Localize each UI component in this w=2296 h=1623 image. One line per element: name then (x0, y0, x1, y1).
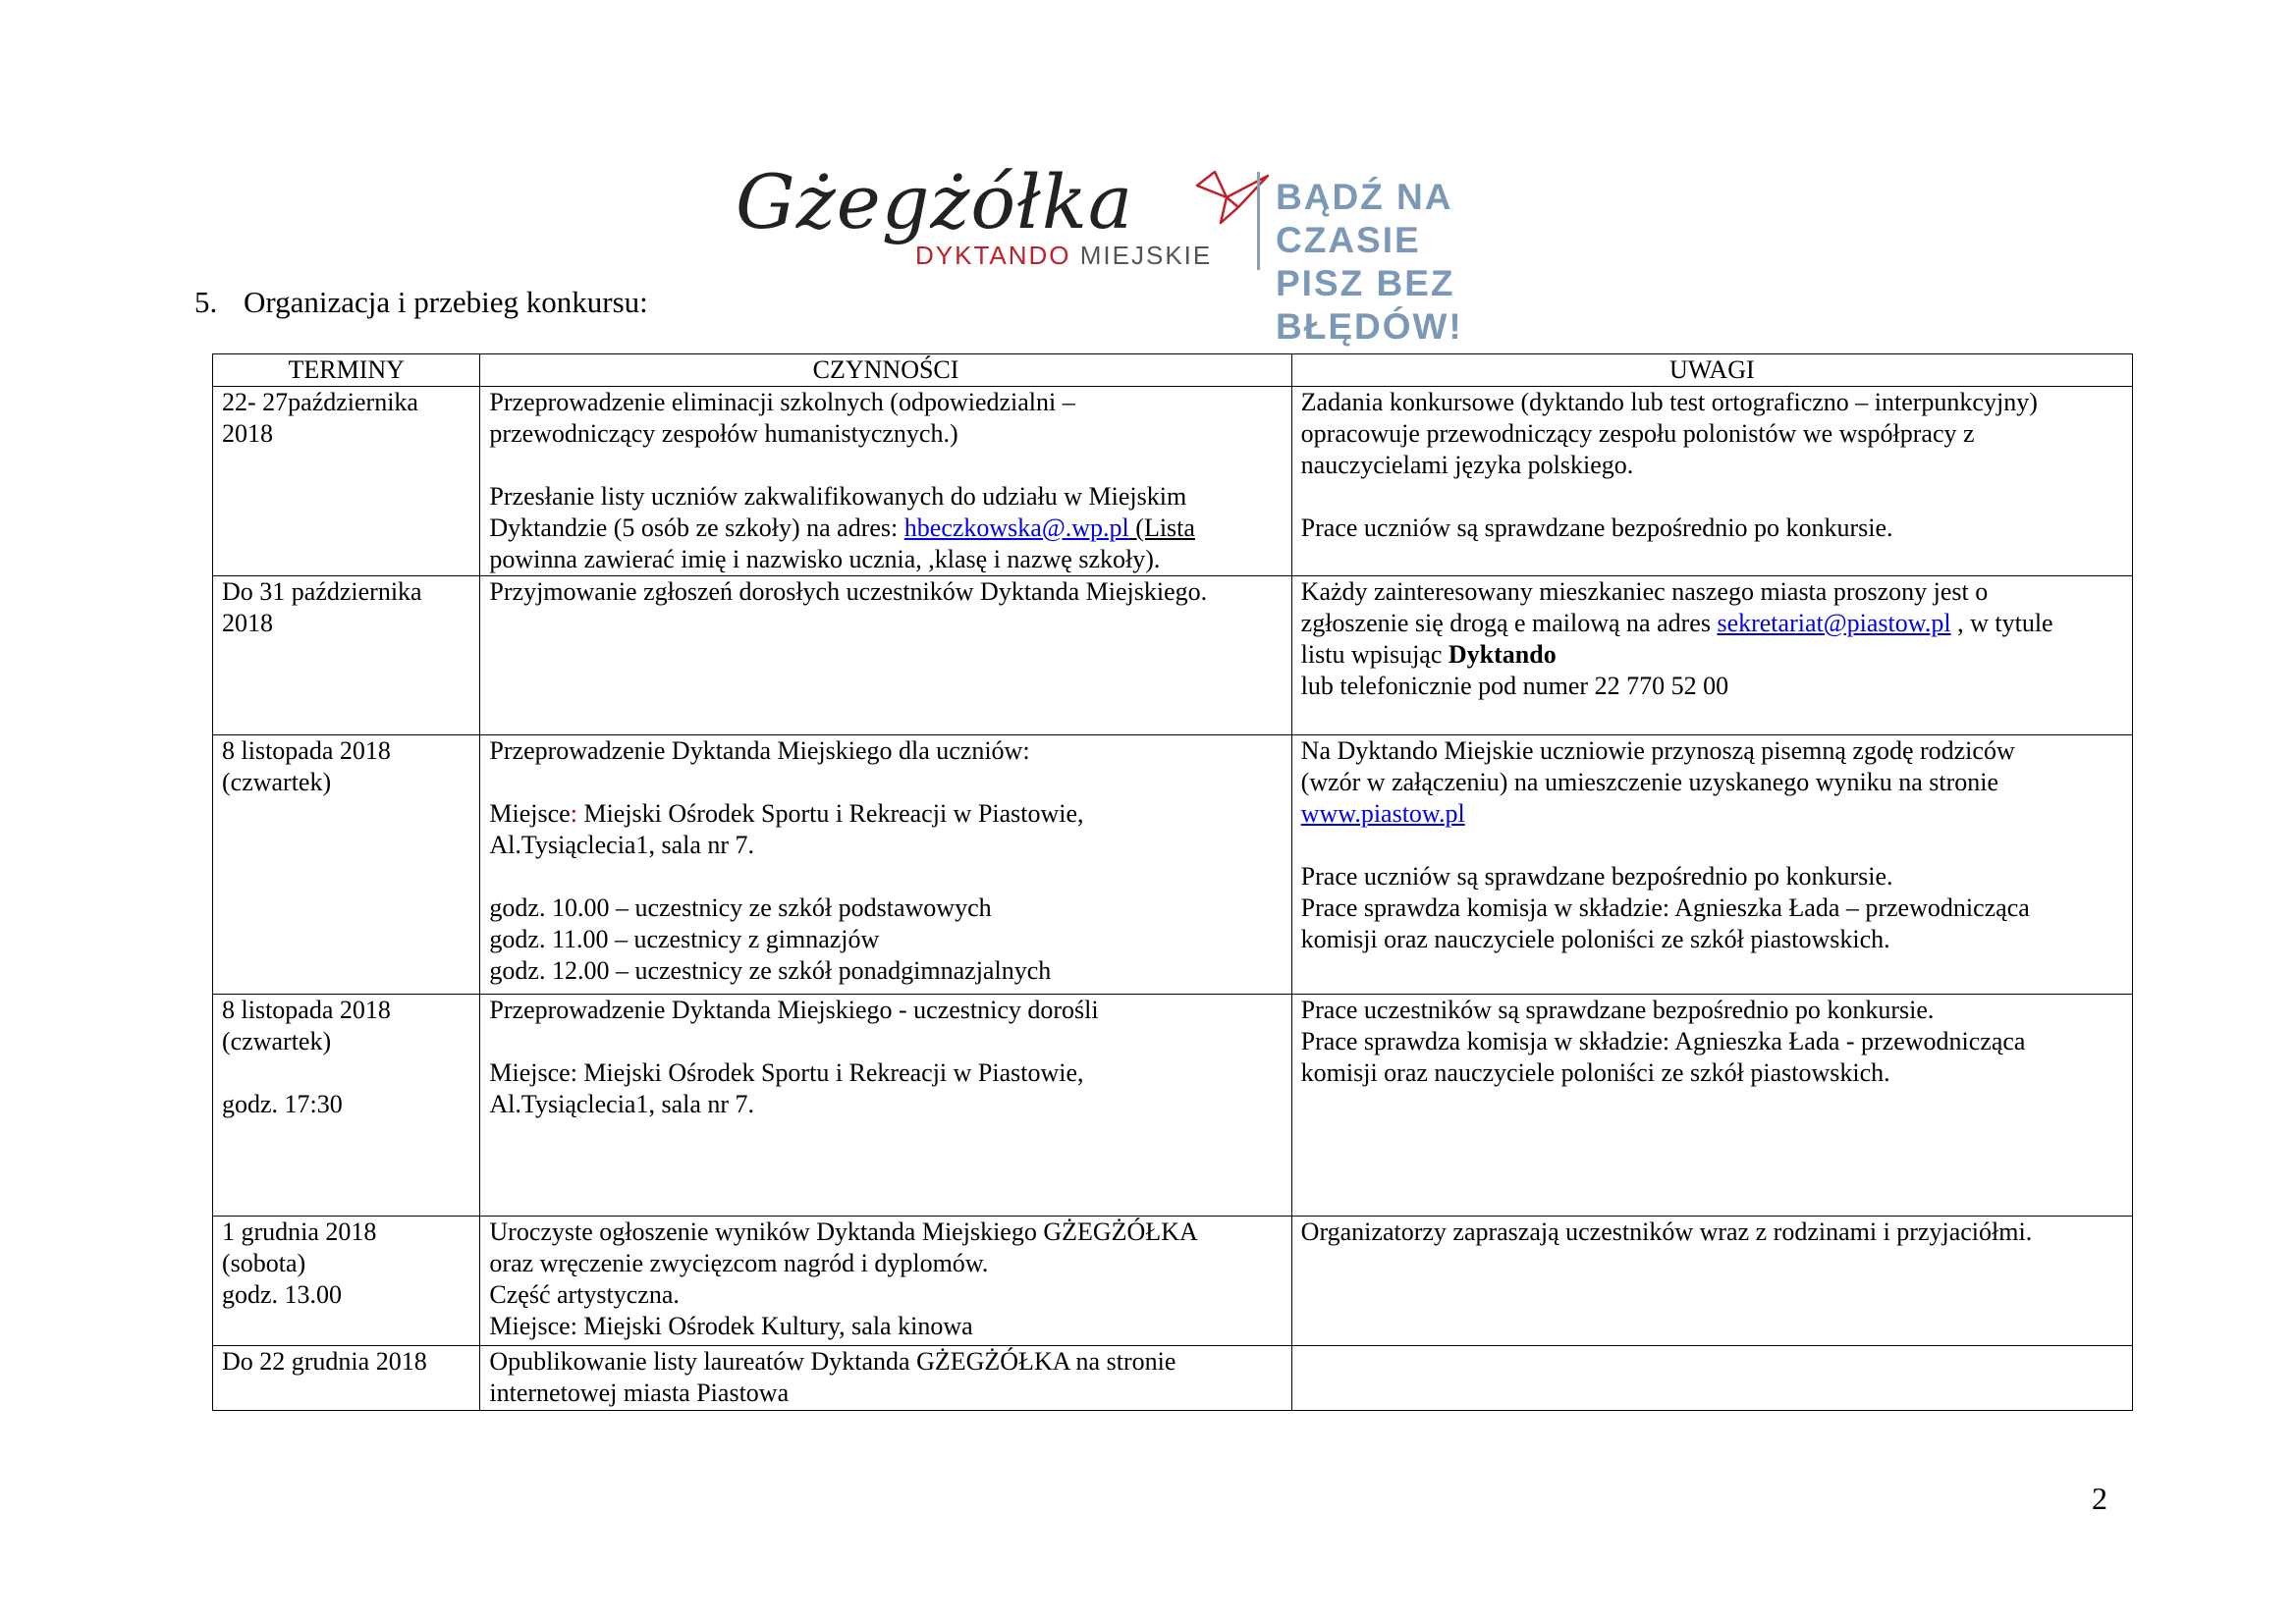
activity-text: Przeprowadzenie Dyktanda Miejskiego - uczestnicy dorośli (489, 996, 1099, 1024)
header-czynnosci: CZYNNOŚCI (480, 354, 1291, 387)
date-text: 22- 27października 2018 (222, 388, 418, 448)
time-text: godz. 17:30 (222, 1090, 343, 1118)
activity-text: (Lista (1128, 514, 1195, 542)
email-link[interactable]: hbeczkowska@.wp.pl (903, 514, 1129, 542)
schedule-table (212, 353, 2133, 1411)
email-link[interactable]: sekretariat@piastow.pl (1717, 609, 1951, 637)
section-number: 5. (194, 285, 218, 319)
notes-text: Prace uczniów są sprawdzane bezpośrednio po konkursie. Prace sprawdza komisja w składzie: Agnieszka Łada – przewodnicząca komisji oraz nauczyciele poloniści ze szkół piastowskich. (1300, 862, 2030, 953)
date-text: 8 listopada 2018 (czwartek) (222, 736, 391, 796)
date-text: 1 grudnia 2018 (sobota) godz. 13.00 (222, 1217, 377, 1309)
section-title: Organizacja i przebieg konkursu: (244, 285, 648, 319)
table-row (213, 1346, 2133, 1411)
activity-text: powinna zawierać imię i nazwisko ucznia, ,klasę i nazwę szkoły). (489, 545, 1161, 573)
table-row (213, 995, 2133, 1217)
notes-text: Prace uczniów są sprawdzane bezpośrednio po konkursie. (1300, 514, 1893, 542)
logo-script-text: Gżegżółka (736, 158, 1134, 245)
notes-cell (1291, 735, 2132, 995)
logo-sub-grey: MIEJSKIE (1079, 241, 1213, 270)
table-row (213, 576, 2133, 735)
notes-cell (1291, 1346, 2132, 1411)
date-text: 8 listopada 2018 (czwartek) (222, 996, 391, 1055)
date-cell (213, 735, 480, 995)
activity-text: Przesłanie listy uczniów zakwalifikowanych do udziału w Miejskim Dyktandzie (5 osób ze szkoły) na adres: (489, 482, 1187, 542)
activity-text: Opublikowanie listy laureatów Dyktanda GŻEGŻÓŁKA na stronie internetowej miasta Piastowa (489, 1347, 1176, 1407)
activity-text: Uroczyste ogłoszenie wyników Dyktanda Miejskiego GŻEGŻÓŁKA oraz wręczenie zwycięzcom nagród i dyplomów. Część artystyczna. Miejsce: Miejski Ośrodek Kultury, sala kinowa (489, 1217, 1198, 1340)
slogan-line-1: BĄDŹ NA CZASIE (1276, 177, 1452, 260)
logo-sub-red: DYKTANDO (915, 241, 1071, 270)
activity-text: Przeprowadzenie eliminacji szkolnych (odpowiedzialni – przewodniczący zespołów humanistycznych.) (489, 388, 1075, 448)
table-row (213, 387, 2133, 576)
notes-cell (1291, 387, 2132, 576)
notes-text: Na Dyktando Miejskie uczniowie przynoszą pisemną zgodę rodziców (wzór w załączeniu) na umieszczenie uzyskanego wyniku na stronie (1300, 736, 2015, 796)
website-link[interactable]: www.piastow.pl (1300, 799, 1465, 828)
place-colon: : (570, 799, 577, 828)
table-row (213, 735, 2133, 995)
activity-cell (480, 1217, 1291, 1346)
activity-text: Miejsce: Miejski Ośrodek Sportu i Rekreacji w Piastowie, Al.Tysiąclecia1, sala nr 7. (489, 1058, 1084, 1118)
paper-bird-icon (1193, 168, 1272, 227)
header-uwagi: UWAGI (1291, 354, 2132, 387)
page-number: 2 (2092, 1481, 2107, 1516)
activity-text: Przeprowadzenie Dyktanda Miejskiego dla uczniów: (489, 736, 1030, 765)
header-terminy: TERMINY (213, 354, 480, 387)
place-label: Miejsce (489, 799, 571, 828)
date-cell (213, 1217, 480, 1346)
date-text: Do 31 października 2018 (222, 577, 422, 637)
notes-text: Każdy zainteresowany mieszkaniec naszego miasta proszony jest o zgłoszenie się drogą e mailową na adres (1300, 577, 1989, 637)
gzegzolka-logo (714, 158, 1593, 347)
date-text: Do 22 grudnia 2018 (222, 1347, 427, 1376)
activity-cell (480, 1346, 1291, 1411)
activity-cell (480, 387, 1291, 576)
activity-text: Przyjmowanie zgłoszeń dorosłych uczestników Dyktanda Miejskiego. (489, 577, 1208, 606)
notes-text: lub telefonicznie pod numer 22 770 52 00 (1300, 672, 1729, 700)
notes-cell (1291, 995, 2132, 1217)
notes-text: Prace uczestników są sprawdzane bezpośrednio po konkursie. Prace sprawdza komisja w składzie: Agnieszka Łada - przewodnicząca komisji oraz nauczyciele poloniści ze szkół piastowskich. (1300, 996, 2026, 1087)
notes-bold-text: Dyktando (1448, 640, 1557, 669)
date-cell (213, 995, 480, 1217)
notes-text: listu wpisując (1300, 640, 1449, 669)
slogan-line-2: PISZ BEZ BŁĘDÓW! (1276, 263, 1463, 347)
logo-slogan (1276, 176, 1593, 349)
notes-cell (1291, 576, 2132, 735)
date-cell (213, 387, 480, 576)
date-cell (213, 576, 480, 735)
activity-cell (480, 995, 1291, 1217)
activity-times: godz. 10.00 – uczestnicy ze szkół podstawowych godz. 11.00 – uczestnicy z gimnazjów godz. 12.00 – uczestnicy ze szkół ponadgimnazjalnych (489, 893, 1052, 985)
logo-subtitle (915, 241, 1212, 271)
notes-text: Zadania konkursowe (dyktando lub test ortograficzno – interpunkcyjny) opracowuje przewodniczący zespołu polonistów we współpracy z nauczycielami języka polskiego. (1300, 388, 2038, 479)
logo-divider (1257, 172, 1260, 270)
activity-cell (480, 735, 1291, 995)
notes-cell (1291, 1217, 2132, 1346)
notes-text: Organizatorzy zapraszają uczestników wraz z rodzinami i przyjaciółmi. (1300, 1217, 2033, 1246)
table-row (213, 1217, 2133, 1346)
activity-text: Miejski Ośrodek Sportu i Rekreacji w Piastowie, Al.Tysiąclecia1, sala nr 7. (489, 799, 1084, 859)
date-cell (213, 1346, 480, 1411)
table-header-row (213, 354, 2133, 387)
section-heading (194, 285, 648, 320)
notes-text: , w tytule (1950, 609, 2053, 637)
activity-cell (480, 576, 1291, 735)
